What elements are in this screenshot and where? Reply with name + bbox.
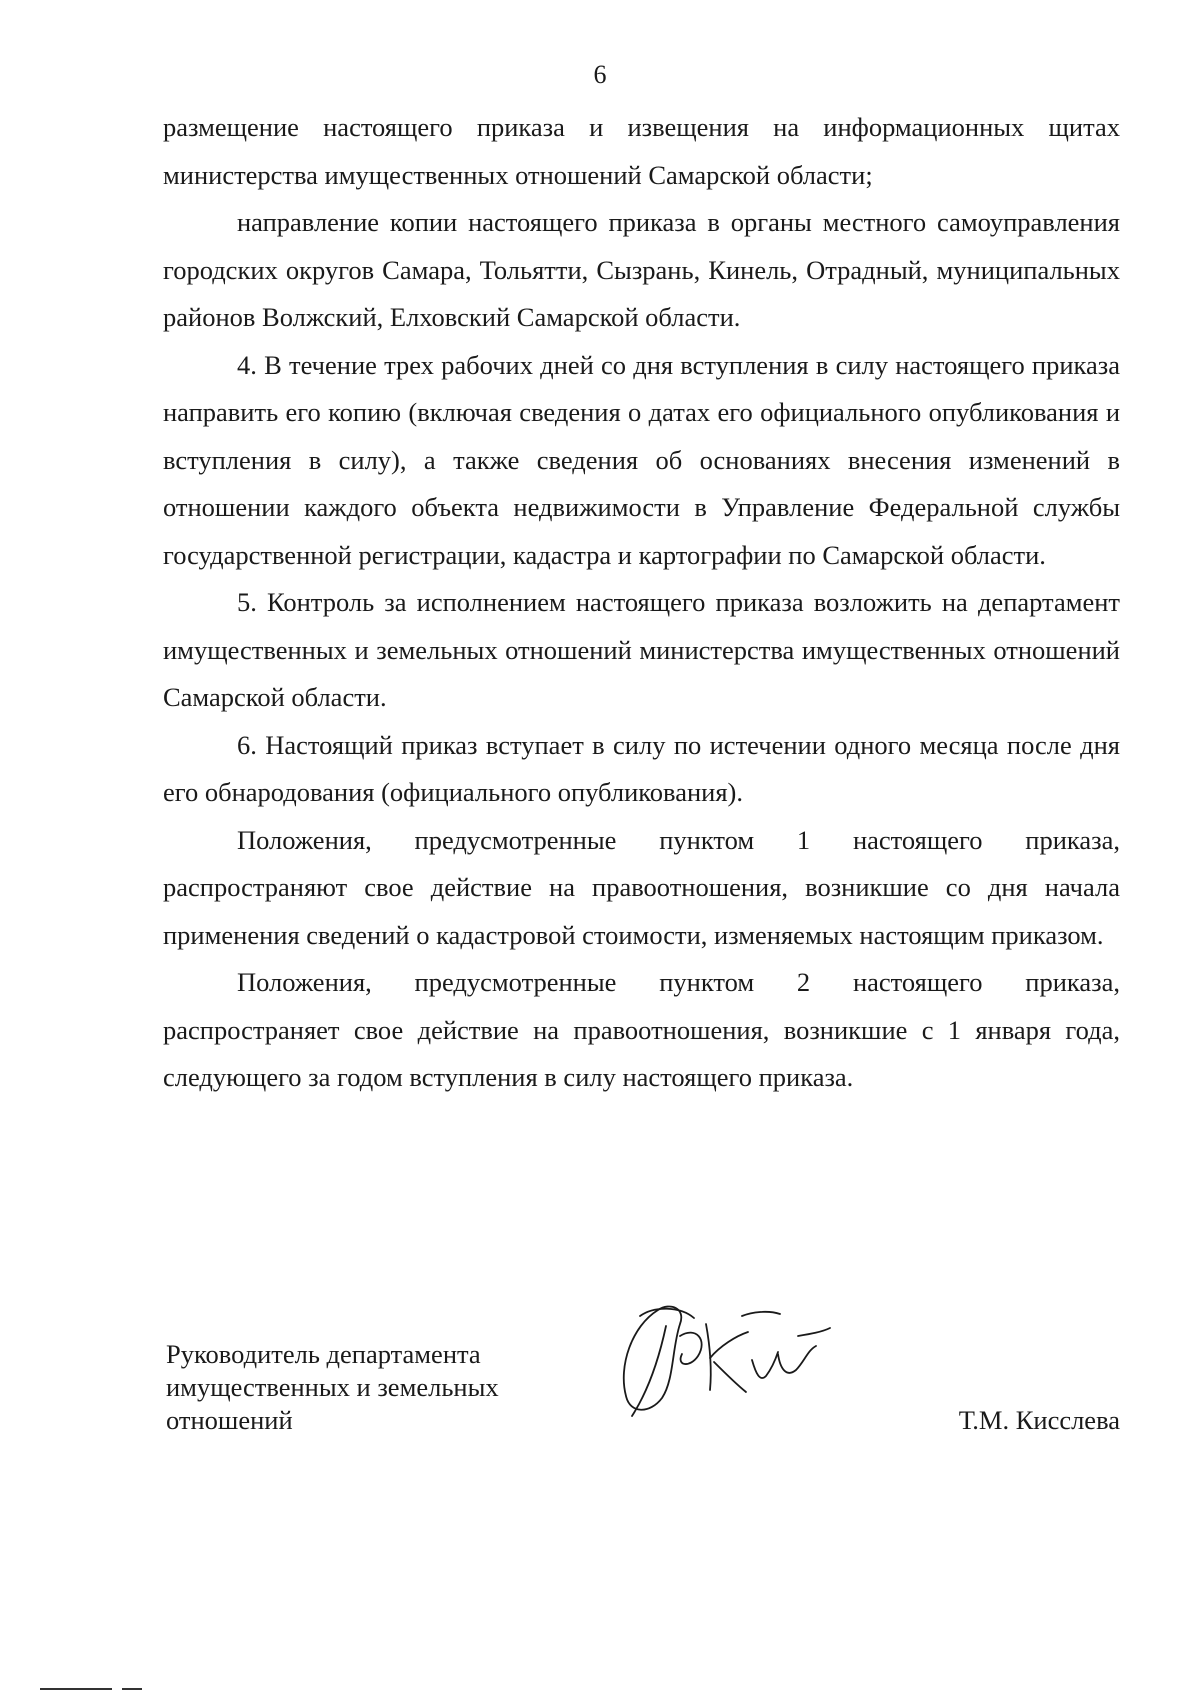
signatory-position-line: Руководитель департамента [166,1339,481,1369]
paragraph-publication-boards: размещение настоящего приказа и извещения на информационных щитах министерства имущественных отношений Самарской области; [163,112,1120,190]
signer-name: Т.М. Кисслева [958,1405,1120,1435]
signatory-position-line: имущественных и земельных [166,1372,499,1402]
footer-rule [122,1688,142,1690]
footer-rule [40,1688,112,1690]
signatory-position [166,1338,586,1437]
scan-footer-marks [40,1688,150,1691]
document-body [163,104,1120,1102]
paragraph-item-5: 5. Контроль за исполнением настоящего приказа возложить на департамент имущественных и земельных отношений министерства имущественных отношений Самарской области. [163,587,1120,712]
handwritten-signature-icon [610,1296,840,1426]
paragraph-provisions-point-2: Положения, предусмотренные пунктом 2 настоящего приказа, распространяет свое действие на правоотношения, возникшие с 1 января года, следующего за годом вступления в силу настоящего приказа. [163,967,1120,1092]
paragraph-item-6: 6. Настоящий приказ вступает в силу по истечении одного месяца после дня его обнародования (официального опубликования). [163,729,1120,807]
signatory-position-line: отношений [166,1405,293,1435]
paragraph-provisions-point-1: Положения, предусмотренные пунктом 1 настоящего приказа, распространяют свое действие на правоотношения, возникшие со дня начала применения сведений о кадастровой стоимости, изменяемых настоящим приказом. [163,824,1120,950]
page-number: 6 [593,60,607,89]
paragraph-item-4: 4. В течение трех рабочих дней со дня вступления в силу настоящего приказа направить его копию (включая сведения о датах его официального опубликования и вступления в силу), а также сведения об основаниях внесения изменений в отношении каждого объекта недвижимости в Управление Федеральной службы государственной регистрации, кадастра и картографии по Самарской области. [163,349,1120,570]
paragraph-copy-to-local-authorities: направление копии настоящего приказа в органы местного самоуправления городских округов Самара, Тольятти, Сызрань, Кинель, Отрадный, муниципальных районов Волжский, Елховский Самарской области. [163,207,1120,332]
